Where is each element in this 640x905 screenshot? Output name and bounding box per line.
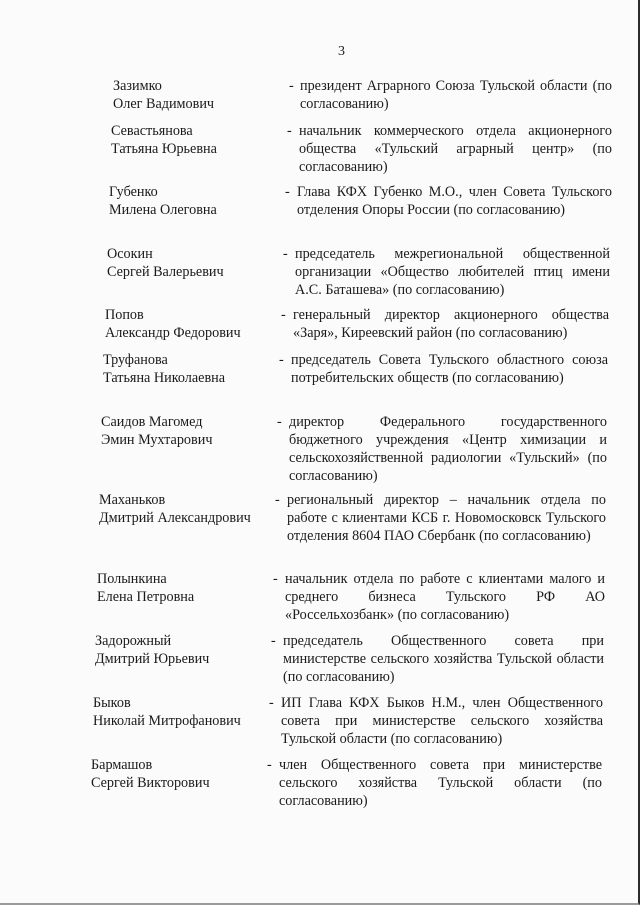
member-name — [95, 632, 270, 668]
member-surname: Задорожный — [95, 633, 172, 649]
member-name — [97, 570, 272, 606]
member-name — [113, 77, 288, 113]
member-surname: Быков — [93, 695, 131, 711]
member-given-names: Татьяна Юрьевна — [111, 141, 217, 157]
dash-separator: - — [281, 307, 286, 323]
member-given-names: Милена Олеговна — [109, 202, 217, 218]
member-surname: Губенко — [109, 184, 158, 200]
member-given-names: Александр Федорович — [105, 325, 241, 341]
dash-separator: - — [275, 492, 280, 508]
member-given-names: Николай Митрофанович — [93, 713, 241, 729]
member-surname: Осокин — [107, 246, 153, 262]
member-surname: Севастьянова — [111, 123, 193, 139]
member-role: председатель Совета Тульского областного союза потребительских обществ (по согласованию) — [291, 352, 608, 386]
member-given-names: Дмитрий Юрьевич — [95, 651, 210, 667]
member-surname: Зазимко — [113, 78, 162, 94]
member-name — [93, 694, 268, 730]
member-role: начальник отдела по работе с клиентами малого и среднего бизнеса Тульского РФ АО «Россельхозбанк» (по согласованию) — [285, 571, 605, 623]
dash-separator: - — [277, 414, 282, 430]
member-role: директор Федерального государственного бюджетного учреждения «Центр химизации и сельскохозяйственной радиологии «Тульский» (по согласованию) — [289, 414, 607, 484]
member-role: начальник коммерческого отдела акционерного общества «Тульский аграрный центр» (по согласованию) — [299, 123, 612, 175]
member-role: председатель Общественного совета при министерстве сельского хозяйства Тульской области (по согласованию) — [283, 633, 604, 685]
page-number: 3 — [338, 44, 345, 59]
member-name — [109, 183, 284, 219]
dash-separator: - — [267, 757, 272, 773]
dash-separator: - — [279, 352, 284, 368]
member-name — [111, 122, 286, 158]
dash-separator: - — [285, 184, 290, 200]
member-given-names: Эмин Мухтарович — [101, 432, 213, 448]
member-surname: Саидов Магомед — [101, 414, 203, 430]
member-surname: Бармашов — [91, 757, 153, 773]
dash-separator: - — [271, 633, 276, 649]
member-given-names: Сергей Валерьевич — [107, 264, 224, 280]
member-name — [101, 413, 276, 449]
member-given-names: Татьяна Николаевна — [103, 370, 226, 386]
member-role: член Общественного совета при министерстве сельского хозяйства Тульской области (по согласованию) — [279, 757, 602, 809]
dash-separator: - — [273, 571, 278, 587]
member-name — [105, 306, 280, 342]
dash-separator: - — [287, 123, 292, 139]
dash-separator: - — [269, 695, 274, 711]
member-given-names: Сергей Викторович — [91, 775, 210, 791]
member-surname: Полынкина — [97, 571, 167, 587]
member-role: ИП Глава КФХ Быков Н.М., член Общественного совета при министерстве сельского хозяйства Тульской области (по согласованию) — [281, 695, 603, 747]
member-role: генеральный директор акционерного общества «Заря», Киреевский район (по согласованию) — [293, 307, 609, 341]
member-name — [103, 351, 278, 387]
member-surname: Маханьков — [99, 492, 166, 508]
member-given-names: Елена Петровна — [97, 589, 195, 605]
member-given-names: Дмитрий Александрович — [99, 510, 251, 526]
member-name — [91, 756, 266, 792]
dash-separator: - — [289, 78, 294, 94]
member-surname: Труфанова — [103, 352, 168, 368]
member-name — [99, 491, 274, 527]
member-role: региональный директор – начальник отдела по работе с клиентами КСБ г. Новомосковск Тульского отделения 8604 ПАО Сбербанк (по согласованию) — [287, 492, 606, 544]
member-name — [107, 245, 282, 281]
member-role: председатель межрегиональной общественной организации «Общество любителей птиц имени А.С. Баташева» (по согласованию) — [295, 246, 610, 298]
member-role: Глава КФХ Губенко М.О., член Совета Тульского отделения Опоры России (по согласованию) — [297, 184, 612, 218]
member-surname: Попов — [105, 307, 144, 323]
member-given-names: Олег Вадимович — [113, 96, 215, 112]
member-role: президент Аграрного Союза Тульской области (по согласованию) — [300, 78, 612, 112]
dash-separator: - — [283, 246, 288, 262]
